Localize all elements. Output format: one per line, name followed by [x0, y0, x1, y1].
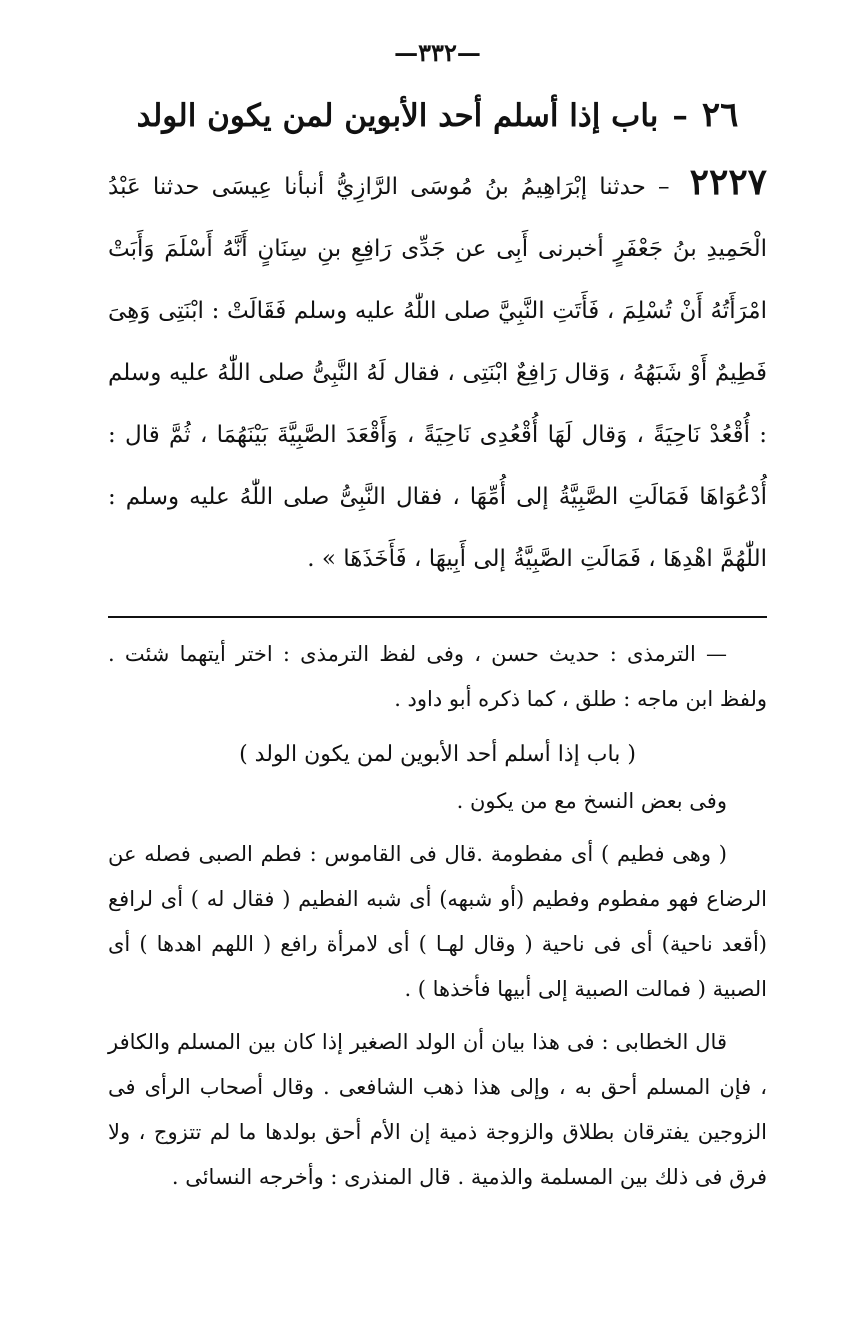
hadith-paragraph — [108, 151, 767, 590]
chapter-heading — [108, 95, 767, 135]
commentary-section — [108, 632, 767, 1200]
chapter-title: باب إذا أسلم أحد الأبوين لمن يكون الولد — [136, 98, 659, 134]
footnote-separator — [108, 616, 767, 618]
commentary-paragraph-khattabi: قال الخطابى : فى هذا بيان أن الولد الصغير إذا كان بين المسلم والكافر ، فإن المسلم أحق به ، وإلى هذا ذهب الشافعى . وقال أصحاب الرأى فى الزوجين يفترقان بطلاق والزوجة ذمية إن الأم أحق بولدها ما لم تتزوج ، ولا فرق فى ذلك بين المسلمة والذمية . قال المنذرى : وأخرجه النسائى . — [108, 1030, 767, 1189]
commentary-paragraph-variant: وفى بعض النسخ مع من يكون . — [456, 789, 727, 813]
commentary-paragraph-tirmidhi: — الترمذى : حديث حسن ، وفى لفظ الترمذى : اختر أيتهما شئت . ولفظ ابن ماجه : طلق ، كما ذكره أبو داود . — [108, 642, 767, 711]
page-number: —٣٣٢— — [394, 38, 481, 67]
hadith-number: ٢٢٢٧ — [689, 161, 767, 203]
hadith-text: – حدثنا إبْرَاهِيمُ بنُ مُوسَى الرَّازِيُّ أنبأنا عِيسَى حدثنا عَبْدُ الْحَمِيدِ بنُ جَعْفَرٍ أخبرنى أَبِى عن جَدِّى رَافِعِ بنِ سِنَانٍ أَنَّهُ أَسْلَمَ وَأَبَتْ امْرَأَتُهُ أَنْ تُسْلِمَ ، فَأَتَتِ النَّبِيَّ صلى اللّٰهُ عليه وسلم فَقَالَتْ : ابْنَتِى وَهِىَ فَطِيمٌ أَوْ شَبَهُهُ ، وَقال رَافِعٌ ابْنَتِى ، فقال لَهُ النَّبِىُّ صلى اللّٰهُ عليه وسلم : أُقْعُدْ نَاحِيَةً ، وَقال لَهَا أُقْعُدِى نَاحِيَةً ، وَأَقْعَدَ الصَّبِيَّةَ بَيْنَهُمَا ، ثُمَّ قال : أُدْعُوَاهَا فَمَالَتِ الصَّبِيَّةُ إلى أُمِّهَا ، فقال النَّبِىُّ صلى اللّٰهُ عليه وسلم : اللّٰهُمَّ اهْدِهَا ، فَمَالَتِ الصَّبِيَّةُ إلى أَبِيهَا ، فَأَخَذَهَا » . — [108, 174, 767, 572]
commentary-chapter-heading: ( باب إذا أسلم أحد الأبوين لمن يكون الولد ) — [239, 742, 636, 767]
commentary-paragraph-explanation: ( وهى فطيم ) أى مفطومة .قال فى القاموس : فطم الصبى فصله عن الرضاع فهو مفطوم وفطيم (أو شبهه) أى شبه الفطيم ( فقال له ) أى لرافع (أقعد ناحية) أى فى ناحية ( وقال لهـا ) أى لامرأة رافع ( اللهم اهدها ) أى الصبية ( فمالت الصبية إلى أبيها فأخذها ) . — [108, 842, 767, 1001]
chapter-number: ٢٦ — [701, 95, 739, 135]
chapter-dash: – — [672, 98, 688, 134]
